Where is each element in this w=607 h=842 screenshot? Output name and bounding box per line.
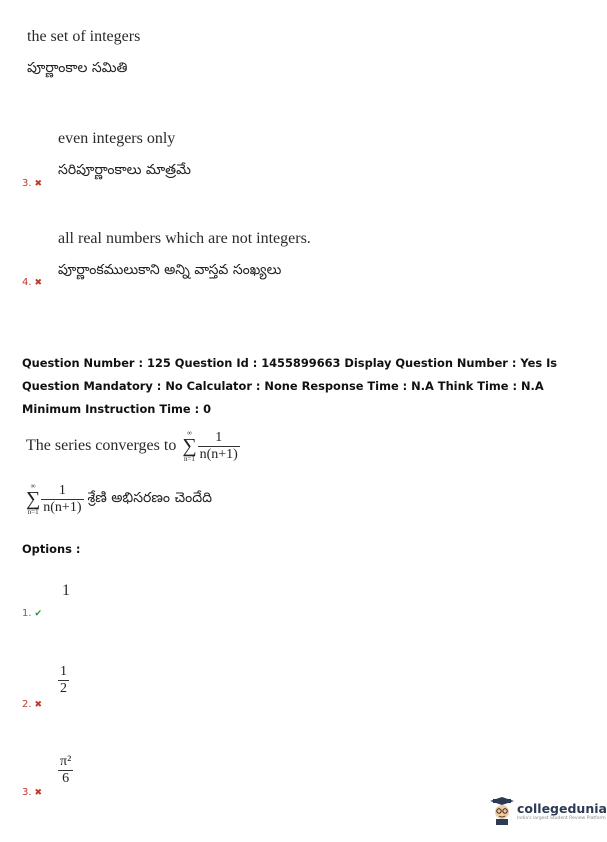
question-text-en: The series converges to ∞ ∑ n=1 $\frac{1}{n(n+1)}$ (26, 429, 238, 463)
sigma-symbol: ∞ ∑ n=1 (182, 429, 197, 463)
option-number: 3. ✖ (22, 178, 43, 189)
sigma-symbol: ∞ ∑ n=1 (26, 482, 41, 516)
cross-icon: ✖ (34, 179, 43, 189)
option-number: 4. ✖ (22, 277, 43, 288)
brand-name: collegedunia (517, 801, 607, 816)
brand-tagline: India's largest Student Review Platform (517, 816, 606, 821)
option-text-en: even integers only (58, 130, 176, 147)
option-text-en: all real numbers which are not integers. (58, 230, 311, 247)
series-fraction: $\frac{1}{n(n+1)}$ (199, 429, 238, 462)
cross-icon: ✖ (34, 700, 43, 710)
question-info: Question Number : 125 Question Id : 1455899663 Display Question Number : Yes Is Question Mandatory : No Calculator : None Response Time : N.A Think Time : N.A Minimum Instruction Time : 0 (22, 356, 558, 416)
check-icon: ✔ (34, 609, 43, 619)
option-value: $\frac{\text{π²}}{6}$ (60, 754, 72, 786)
option-number: 2. ✖ (22, 699, 43, 710)
option-text-te: పూర్ణాంకములుకాని అన్ని వాస్తవ సంఖ్యలు (58, 262, 282, 278)
option-number: 3. ✖ (22, 787, 43, 798)
cross-icon: ✖ (34, 278, 43, 288)
option-text-en: the set of integers (27, 28, 141, 45)
option-text-te: సరిపూర్ణాంకాలు మాత్రమే (58, 162, 191, 178)
question-text-te: ∞ ∑ n=1 $\frac{1}{n(n+1)}$ శ్రేణి అభిసరణం చెందేది (26, 482, 212, 516)
series-fraction: $\frac{1}{n(n+1)}$ (43, 482, 82, 515)
option-text-te: పూర్ణాంకాల సమితి (27, 60, 128, 76)
option-number: 1. ✔ (22, 608, 43, 619)
option-value: $\frac{1}{2}$ (60, 664, 67, 696)
option-value: 1 (62, 582, 70, 599)
cross-icon: ✖ (34, 788, 43, 798)
options-label: Options : (22, 542, 81, 556)
brand-logo (490, 797, 607, 825)
student-mascot-icon (490, 797, 514, 825)
